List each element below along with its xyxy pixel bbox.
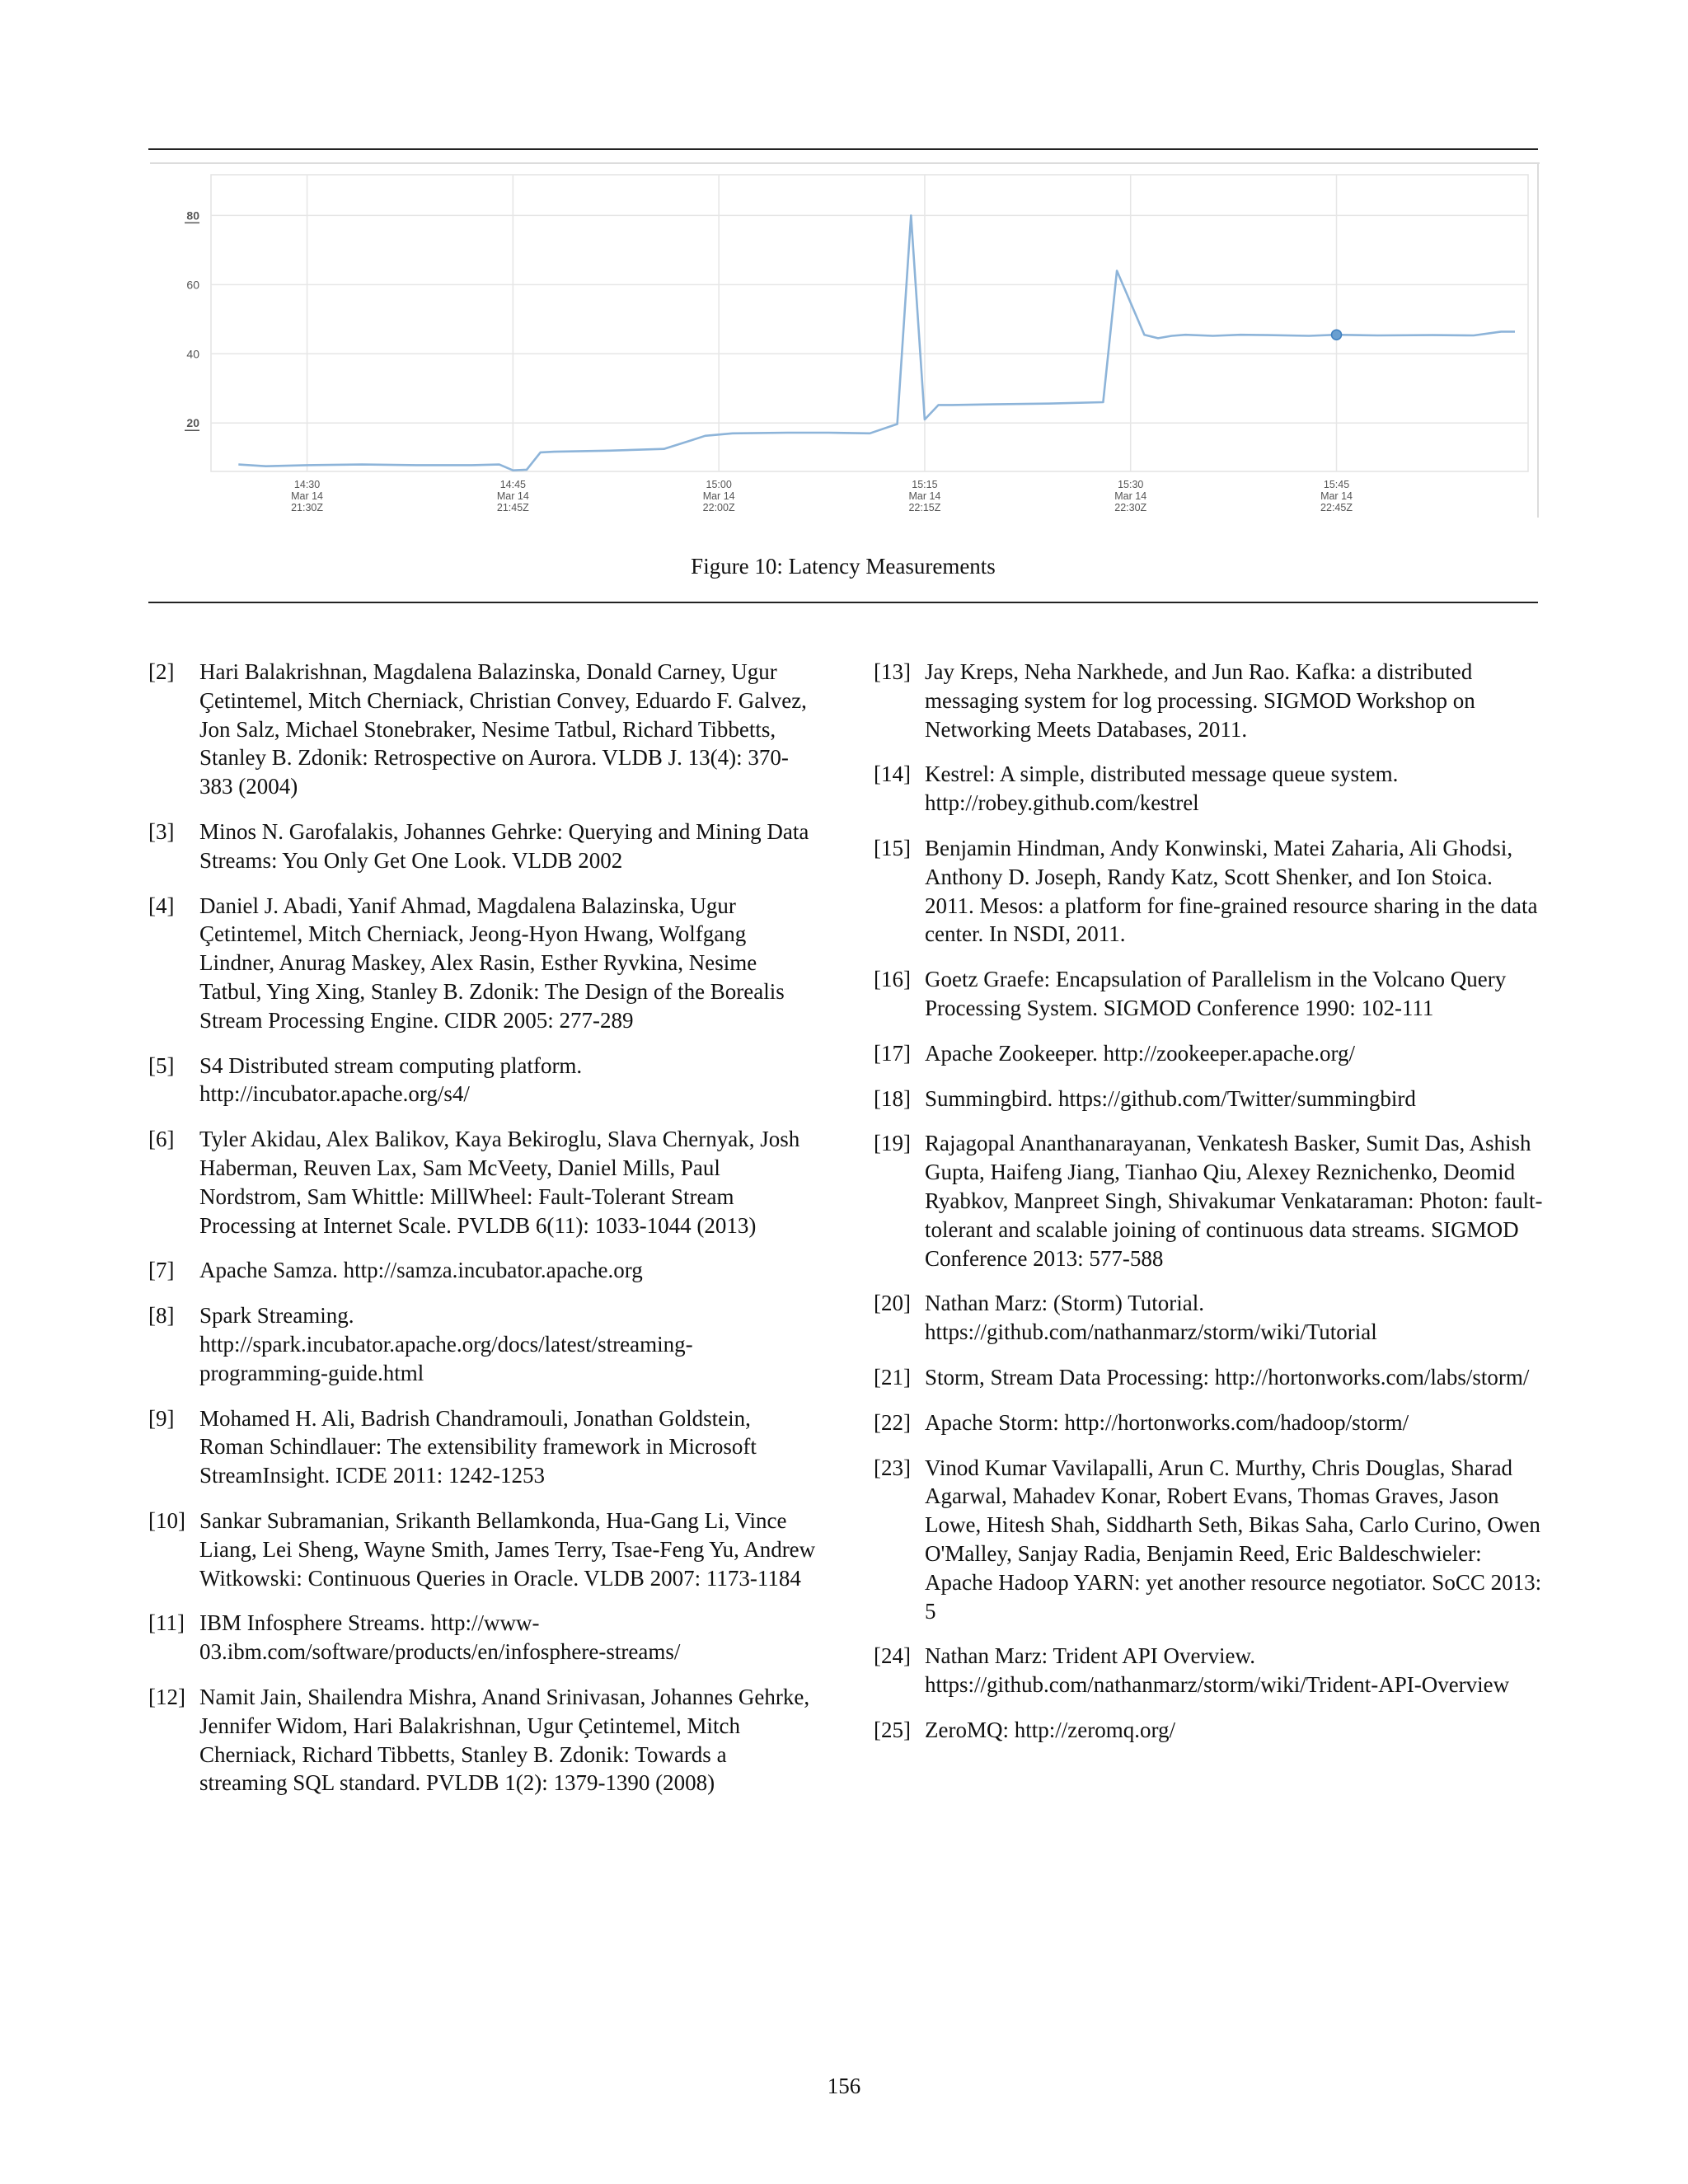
reference-text: S4 Distributed stream computing platform. http://incubator.apache.org/s4/	[199, 1052, 583, 1107]
x-tick-label: Mar 14	[1320, 490, 1353, 502]
reference-text: ZeroMQ: http://zeromq.org/	[925, 1717, 1175, 1742]
reference-text: Hari Balakrishnan, Magdalena Balazinska, Donald Carney, Ugur Çetintemel, Mitch Cherniack, Christian Convey, Eduardo F. Galvez, Jon Salz, Michael Stonebraker, Nesime Tatbul, Richard Tibbetts, Stanley B. Zdonik: Retrospective on Aurora. VLDB J. 13(4): 370-383 (2004)	[199, 659, 807, 799]
x-tick-label: 22:15Z	[908, 502, 941, 513]
x-tick-label: 22:30Z	[1114, 502, 1147, 513]
reference-number: [7]	[148, 1258, 175, 1283]
reference-number: [6]	[148, 1127, 175, 1152]
reference-item	[874, 1085, 1543, 1113]
reference-number: [22]	[874, 1409, 911, 1435]
x-tick-label: 21:30Z	[291, 502, 324, 513]
reference-number: [4]	[148, 893, 175, 918]
reference-text: IBM Infosphere Streams. http://www-03.ibm.com/software/products/en/infosphere-streams/	[199, 1610, 681, 1665]
reference-number: [19]	[874, 1131, 911, 1156]
reference-number: [2]	[148, 659, 175, 684]
reference-item	[148, 1125, 818, 1240]
page-number: 156	[827, 2074, 861, 2098]
reference-item	[148, 1507, 818, 1592]
reference-item	[148, 818, 818, 875]
reference-text: Benjamin Hindman, Andy Konwinski, Matei Zaharia, Ali Ghodsi, Anthony D. Joseph, Randy Katz, Scott Shenker, and Ion Stoica. 2011. Mesos: a platform for fine-grained resource sharing in the data center. In NSDI, 2011.	[925, 835, 1538, 947]
reference-text: Namit Jain, Shailendra Mishra, Anand Srinivasan, Johannes Gehrke, Jennifer Widom, Hari Balakrishnan, Ugur Çetintemel, Mitch Cherniack, Richard Tibbetts, Stanley B. Zdonik: Towards a streaming SQL standard. PVLDB 1(2): 1379-1390 (2008)	[199, 1684, 810, 1796]
reference-number: [9]	[148, 1405, 175, 1431]
x-tick-label: 21:45Z	[496, 502, 529, 513]
reference-number: [16]	[874, 967, 911, 992]
reference-item	[148, 1683, 818, 1797]
reference-number: [23]	[874, 1455, 911, 1480]
reference-number: [17]	[874, 1040, 911, 1066]
reference-item	[874, 658, 1543, 743]
reference-item	[874, 834, 1543, 949]
reference-item	[148, 658, 818, 801]
y-tick-label: 20	[186, 416, 199, 430]
reference-number: [3]	[148, 818, 175, 844]
reference-number: [14]	[874, 762, 911, 787]
figure-bottom-rule	[148, 602, 1538, 603]
reference-number: [20]	[874, 1291, 911, 1316]
x-tick-label: 15:15	[912, 479, 938, 490]
reference-item	[874, 965, 1543, 1023]
highlight-point-marker	[1332, 330, 1342, 340]
x-tick-label: 14:45	[499, 479, 526, 490]
reference-item	[148, 1609, 818, 1666]
reference-item	[874, 1289, 1543, 1347]
reference-item	[874, 1642, 1543, 1699]
reference-item	[874, 760, 1543, 818]
x-tick-label: Mar 14	[1114, 490, 1147, 502]
x-tick-label: Mar 14	[291, 490, 324, 502]
reference-item	[148, 1301, 818, 1387]
reference-number: [12]	[148, 1684, 185, 1709]
reference-text: Storm, Stream Data Processing: http://hortonworks.com/labs/storm/	[925, 1364, 1530, 1390]
reference-number: [5]	[148, 1052, 175, 1078]
reference-text: Spark Streaming. http://spark.incubator.apache.org/docs/latest/streaming-programming-guide.html	[199, 1303, 693, 1385]
reference-item	[874, 1454, 1543, 1626]
reference-item	[148, 1256, 818, 1285]
x-tick-label: Mar 14	[702, 490, 735, 502]
reference-item	[874, 1716, 1543, 1745]
x-tick-label: 14:30	[293, 479, 321, 490]
x-tick-label: 15:30	[1118, 479, 1144, 490]
reference-number: [13]	[874, 659, 911, 684]
reference-item	[874, 1039, 1543, 1068]
reference-text: Apache Zookeeper. http://zookeeper.apache.org/	[925, 1040, 1356, 1066]
reference-text: Rajagopal Ananthanarayanan, Venkatesh Basker, Sumit Das, Ashish Gupta, Haifeng Jiang, Tianhao Qiu, Alexey Reznichenko, Deomid Ryabkov, Manpreet Singh, Shivakumar Venkataraman: Photon: fault-tolerant and scalable joining of continuous data streams. SIGMOD Conference 2013: 577-588	[925, 1131, 1543, 1271]
plot-frame	[211, 175, 1528, 471]
x-tick-label: 22:00Z	[702, 502, 735, 513]
reference-number: [10]	[148, 1507, 185, 1533]
reference-text: Nathan Marz: Trident API Overview. https://github.com/nathanmarz/storm/wiki/Trident-API-Overview	[925, 1643, 1510, 1698]
reference-text: Goetz Graefe: Encapsulation of Parallelism in the Volcano Query Processing System. SIGMOD Conference 1990: 102-111	[925, 967, 1507, 1020]
reference-text: Minos N. Garofalakis, Johannes Gehrke: Querying and Mining Data Streams: You Only Get One Look. VLDB 2002	[199, 818, 809, 873]
reference-number: [18]	[874, 1085, 911, 1111]
reference-text: Kestrel: A simple, distributed message queue system. http://robey.github.com/kestrel	[925, 762, 1399, 816]
reference-item	[874, 1363, 1543, 1392]
references-left-column	[148, 658, 818, 1814]
references-right-column	[874, 658, 1543, 1761]
reference-text: Apache Samza. http://samza.incubator.apache.org	[199, 1258, 643, 1283]
latency-chart	[150, 162, 1540, 524]
reference-item	[874, 1129, 1543, 1272]
reference-text: Sankar Subramanian, Srikanth Bellamkonda, Hua-Gang Li, Vince Liang, Lei Sheng, Wayne Smith, James Terry, Tsae-Feng Yu, Andrew Witkowski: Continuous Queries in Oracle. VLDB 2007: 1173-1184	[199, 1507, 816, 1591]
reference-text: Apache Storm: http://hortonworks.com/hadoop/storm/	[925, 1409, 1409, 1435]
reference-number: [24]	[874, 1643, 911, 1669]
reference-item	[148, 1052, 818, 1109]
reference-text: Daniel J. Abadi, Yanif Ahmad, Magdalena Balazinska, Ugur Çetintemel, Mitch Cherniack, Jeong-Hyon Hwang, Wolfgang Lindner, Anurag Maskey, Alex Rasin, Esther Ryvkina, Nesime Tatbul, Ying Xing, Stanley B. Zdonik: The Design of the Borealis Stream Processing Engine. CIDR 2005: 277-289	[199, 893, 785, 1033]
reference-number: [15]	[874, 835, 911, 860]
reference-number: [11]	[148, 1610, 185, 1636]
x-tick-label: 22:45Z	[1320, 502, 1353, 513]
reference-text: Jay Kreps, Neha Narkhede, and Jun Rao. Kafka: a distributed messaging system for log processing. SIGMOD Workshop on Networking Meets Databases, 2011.	[925, 659, 1475, 742]
y-tick-label: 60	[186, 278, 199, 292]
y-tick-label: 40	[186, 347, 199, 361]
reference-item	[148, 892, 818, 1035]
reference-item	[874, 1408, 1543, 1437]
reference-number: [8]	[148, 1303, 175, 1329]
reference-number: [21]	[874, 1364, 911, 1390]
figure-top-rule	[148, 148, 1538, 150]
reference-text: Summingbird. https://github.com/Twitter/summingbird	[925, 1085, 1416, 1111]
x-tick-label: 15:45	[1323, 479, 1350, 490]
x-tick-label: 15:00	[706, 479, 732, 490]
y-tick-label: 80	[186, 209, 199, 223]
x-tick-label: Mar 14	[496, 490, 529, 502]
reference-text: Mohamed H. Ali, Badrish Chandramouli, Jonathan Goldstein, Roman Schindlauer: The extensibility framework in Microsoft StreamInsight. ICDE 2011: 1242-1253	[199, 1405, 757, 1488]
reference-text: Nathan Marz: (Storm) Tutorial. https://github.com/nathanmarz/storm/wiki/Tutorial	[925, 1291, 1377, 1345]
figure-caption: Figure 10: Latency Measurements	[691, 554, 996, 579]
latency-chart-svg	[150, 162, 1540, 524]
reference-number: [25]	[874, 1717, 911, 1742]
reference-text: Vinod Kumar Vavilapalli, Arun C. Murthy, Chris Douglas, Sharad Agarwal, Mahadev Konar, Robert Evans, Thomas Graves, Jason Lowe, Hitesh Shah, Siddharth Seth, Bikas Saha, Carlo Curino, Owen O'Malley, Sanjay Radia, Benjamin Reed, Eric Baldeschwieler: Apache Hadoop YARN: yet another resource negotiator. SoCC 2013: 5	[925, 1455, 1542, 1624]
x-tick-label: Mar 14	[908, 490, 941, 502]
reference-text: Tyler Akidau, Alex Balikov, Kaya Bekiroglu, Slava Chernyak, Josh Haberman, Reuven Lax, Sam McVeety, Daniel Mills, Paul Nordstrom, Sam Whittle: MillWheel: Fault-Tolerant Stream Processing at Internet Scale. PVLDB 6(11): 1033-1044 (2013)	[199, 1127, 800, 1238]
reference-item	[148, 1404, 818, 1490]
